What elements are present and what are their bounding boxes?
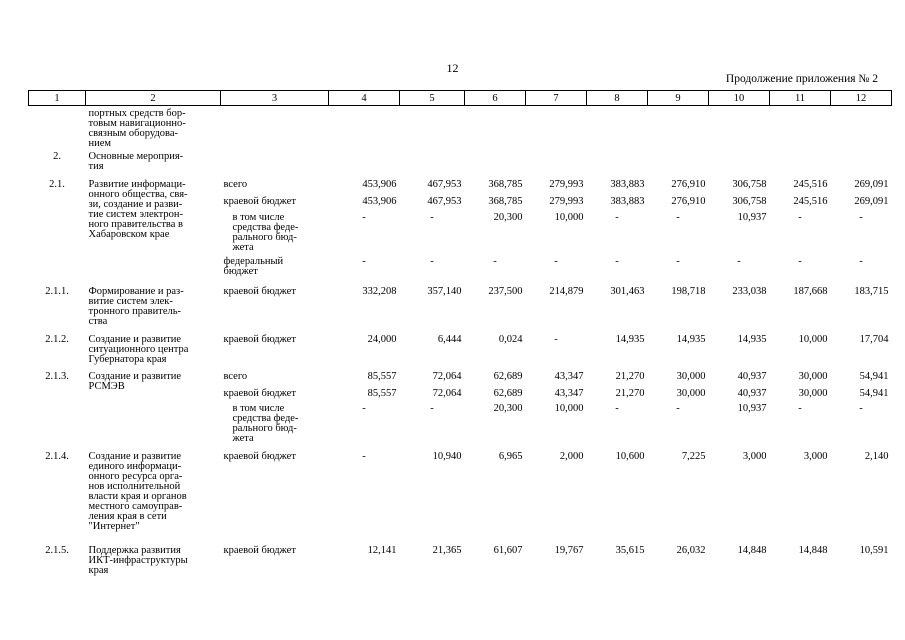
value-cell: 467,953 bbox=[427, 196, 462, 207]
value-cell: - bbox=[798, 403, 802, 414]
item-number bbox=[29, 254, 86, 284]
value-cell bbox=[587, 106, 648, 150]
value-cell: - bbox=[362, 451, 366, 462]
value-cell: 237,500 bbox=[488, 286, 523, 297]
measure-name: портных средств бор- товым навигационно- связным оборудова- нием bbox=[88, 108, 186, 149]
value-cell: 198,718 bbox=[671, 286, 706, 297]
value-cell: 14,935 bbox=[615, 334, 645, 345]
value-cell: 61,607 bbox=[493, 545, 523, 556]
value-cell: 10,000 bbox=[554, 403, 584, 414]
value-cell: 245,516 bbox=[793, 179, 828, 190]
measure-name: Основные мероприя- тия bbox=[88, 151, 184, 172]
value-cell: 187,668 bbox=[793, 286, 828, 297]
value-cell: 453,906 bbox=[362, 196, 397, 207]
value-cell: - bbox=[676, 403, 680, 414]
column-header-3: 3 bbox=[221, 91, 329, 106]
column-header-1: 1 bbox=[29, 91, 86, 106]
funding-source: всего bbox=[223, 179, 248, 190]
funding-source bbox=[221, 149, 329, 177]
value-cell: 20,300 bbox=[493, 403, 523, 414]
column-header-8: 8 bbox=[587, 91, 648, 106]
value-cell: 43,347 bbox=[554, 371, 584, 382]
value-cell: 467,953 bbox=[427, 179, 462, 190]
value-cell: 276,910 bbox=[671, 179, 706, 190]
value-cell: 10,600 bbox=[615, 451, 645, 462]
column-header-2: 2 bbox=[86, 91, 221, 106]
value-cell: 10,000 bbox=[798, 334, 828, 345]
column-header-4: 4 bbox=[329, 91, 400, 106]
item-number: 2.1.2. bbox=[45, 334, 69, 345]
value-cell: 30,000 bbox=[798, 388, 828, 399]
value-cell: - bbox=[676, 212, 680, 223]
table-row bbox=[29, 106, 892, 150]
item-number bbox=[29, 401, 86, 449]
value-cell: 10,940 bbox=[432, 451, 462, 462]
budget-table bbox=[28, 90, 892, 579]
item-number bbox=[29, 210, 86, 254]
funding-source: краевой бюджет bbox=[223, 196, 296, 207]
value-cell: 26,032 bbox=[676, 545, 706, 556]
value-cell: 453,906 bbox=[362, 179, 397, 190]
value-cell: 368,785 bbox=[488, 179, 523, 190]
item-number: 2.1.4. bbox=[45, 451, 69, 462]
value-cell: 269,091 bbox=[854, 179, 889, 190]
value-cell bbox=[400, 106, 465, 150]
funding-source: краевой бюджет bbox=[223, 286, 296, 297]
value-cell: 14,935 bbox=[676, 334, 706, 345]
item-number: 2.1. bbox=[49, 179, 65, 190]
value-cell: 72,064 bbox=[432, 371, 462, 382]
table-row bbox=[29, 332, 892, 369]
funding-source bbox=[221, 106, 329, 150]
value-cell: 24,000 bbox=[367, 334, 397, 345]
value-cell: 14,935 bbox=[737, 334, 767, 345]
value-cell: 30,000 bbox=[676, 371, 706, 382]
value-cell: 383,883 bbox=[610, 196, 645, 207]
value-cell: 276,910 bbox=[671, 196, 706, 207]
value-cell: 279,993 bbox=[549, 179, 584, 190]
value-cell: 85,557 bbox=[367, 388, 397, 399]
value-cell: 245,516 bbox=[793, 196, 828, 207]
funding-source: краевой бюджет bbox=[223, 451, 296, 462]
value-cell: 306,758 bbox=[732, 179, 767, 190]
value-cell: 357,140 bbox=[427, 286, 462, 297]
value-cell bbox=[648, 106, 709, 150]
table-row bbox=[29, 149, 892, 177]
value-cell: - bbox=[676, 256, 680, 267]
column-header-11: 11 bbox=[770, 91, 831, 106]
funding-source: краевой бюджет bbox=[223, 334, 296, 345]
value-cell: 54,941 bbox=[859, 371, 889, 382]
table-row bbox=[29, 369, 892, 386]
value-cell: 14,848 bbox=[737, 545, 767, 556]
value-cell: 12,141 bbox=[367, 545, 397, 556]
value-cell bbox=[587, 149, 648, 177]
value-cell bbox=[465, 149, 526, 177]
value-cell: 54,941 bbox=[859, 388, 889, 399]
value-cell: - bbox=[362, 403, 366, 414]
column-header-10: 10 bbox=[709, 91, 770, 106]
value-cell: 62,689 bbox=[493, 388, 523, 399]
value-cell: 332,208 bbox=[362, 286, 397, 297]
value-cell: 85,557 bbox=[367, 371, 397, 382]
value-cell: 301,463 bbox=[610, 286, 645, 297]
value-cell: - bbox=[430, 256, 434, 267]
table-row bbox=[29, 177, 892, 194]
item-number: 2.1.5. bbox=[45, 545, 69, 556]
value-cell: 10,937 bbox=[737, 403, 767, 414]
value-cell: 2,000 bbox=[559, 451, 584, 462]
value-cell: 43,347 bbox=[554, 388, 584, 399]
value-cell: 40,937 bbox=[737, 388, 767, 399]
table-row bbox=[29, 543, 892, 579]
value-cell: 21,270 bbox=[615, 388, 645, 399]
value-cell bbox=[329, 149, 400, 177]
funding-source: краевой бюджет bbox=[223, 545, 296, 556]
value-cell bbox=[526, 106, 587, 150]
value-cell: - bbox=[798, 212, 802, 223]
value-cell: - bbox=[362, 212, 366, 223]
funding-source: в том числе средства феде- рального бюд- жета bbox=[232, 212, 299, 253]
value-cell: 21,270 bbox=[615, 371, 645, 382]
measure-name: Поддержка развития ИКТ-инфраструктуры края bbox=[88, 545, 188, 576]
item-number: 2.1.3. bbox=[45, 371, 69, 382]
value-cell bbox=[526, 149, 587, 177]
value-cell: 0,024 bbox=[498, 334, 523, 345]
value-cell: 6,444 bbox=[437, 334, 462, 345]
value-cell: 17,704 bbox=[859, 334, 889, 345]
value-cell: 14,848 bbox=[798, 545, 828, 556]
value-cell bbox=[709, 106, 770, 150]
value-cell: 6,965 bbox=[498, 451, 523, 462]
item-number: 2. bbox=[53, 151, 61, 162]
value-cell: 233,038 bbox=[732, 286, 767, 297]
value-cell: - bbox=[362, 256, 366, 267]
value-cell: 279,993 bbox=[549, 196, 584, 207]
table-row bbox=[29, 449, 892, 543]
table-row bbox=[29, 284, 892, 332]
value-cell: 368,785 bbox=[488, 196, 523, 207]
value-cell bbox=[329, 106, 400, 150]
value-cell: 30,000 bbox=[676, 388, 706, 399]
funding-source: краевой бюджет bbox=[223, 388, 296, 399]
value-cell: 19,767 bbox=[554, 545, 584, 556]
value-cell: 383,883 bbox=[610, 179, 645, 190]
value-cell: 7,225 bbox=[681, 451, 706, 462]
value-cell: - bbox=[737, 256, 741, 267]
value-cell: 306,758 bbox=[732, 196, 767, 207]
item-number: 2.1.1. bbox=[45, 286, 69, 297]
value-cell bbox=[648, 149, 709, 177]
funding-source: федеральный бюджет bbox=[223, 256, 284, 277]
value-cell: 269,091 bbox=[854, 196, 889, 207]
value-cell: - bbox=[859, 403, 863, 414]
column-header-6: 6 bbox=[465, 91, 526, 106]
value-cell: 30,000 bbox=[798, 371, 828, 382]
column-header-5: 5 bbox=[400, 91, 465, 106]
column-header-9: 9 bbox=[648, 91, 709, 106]
item-number bbox=[29, 194, 86, 210]
value-cell: 3,000 bbox=[803, 451, 828, 462]
value-cell: 72,064 bbox=[432, 388, 462, 399]
value-cell bbox=[465, 106, 526, 150]
page-number: 12 bbox=[446, 61, 459, 75]
value-cell bbox=[709, 149, 770, 177]
value-cell: 183,715 bbox=[854, 286, 889, 297]
value-cell: - bbox=[430, 212, 434, 223]
value-cell bbox=[770, 106, 831, 150]
table-body bbox=[29, 106, 892, 580]
value-cell: - bbox=[615, 256, 619, 267]
measure-name: Развитие информаци- онного общества, свя- зи, создание и разви- тие систем электрон- ного правительства в Хабаровском крае bbox=[88, 179, 188, 240]
value-cell: 10,000 bbox=[554, 212, 584, 223]
value-cell: 3,000 bbox=[742, 451, 767, 462]
value-cell: 20,300 bbox=[493, 212, 523, 223]
column-number-row bbox=[29, 91, 892, 106]
value-cell: - bbox=[493, 256, 497, 267]
value-cell: 21,365 bbox=[432, 545, 462, 556]
value-cell bbox=[831, 149, 892, 177]
value-cell: 10,591 bbox=[859, 545, 889, 556]
funding-source: в том числе средства феде- рального бюд- жета bbox=[232, 403, 299, 444]
value-cell: 35,615 bbox=[615, 545, 645, 556]
measure-name: Создание и развитие ситуационного центра Губернатора края bbox=[88, 334, 189, 365]
value-cell: 62,689 bbox=[493, 371, 523, 382]
value-cell: - bbox=[859, 212, 863, 223]
item-number bbox=[29, 106, 86, 150]
measure-name: Создание и развитие РСМЭВ bbox=[88, 371, 181, 392]
value-cell: 2,140 bbox=[864, 451, 889, 462]
value-cell bbox=[400, 149, 465, 177]
value-cell: - bbox=[859, 256, 863, 267]
funding-source: всего bbox=[223, 371, 248, 382]
column-header-12: 12 bbox=[831, 91, 892, 106]
value-cell: - bbox=[430, 403, 434, 414]
measure-name: Создание и развитие единого информаци- онного ресурса орга- нов исполнительной власти края и органов местного самоуправ- ления края в сети "Интернет" bbox=[88, 451, 187, 532]
value-cell: 214,879 bbox=[549, 286, 584, 297]
measure-name: Формирование и раз- витие систем элек- тронного правитель- ства bbox=[88, 286, 184, 327]
item-number bbox=[29, 386, 86, 401]
value-cell: - bbox=[554, 334, 558, 345]
value-cell bbox=[831, 106, 892, 150]
value-cell: 40,937 bbox=[737, 371, 767, 382]
value-cell: - bbox=[554, 256, 558, 267]
value-cell: - bbox=[798, 256, 802, 267]
column-header-7: 7 bbox=[526, 91, 587, 106]
value-cell bbox=[770, 149, 831, 177]
value-cell: - bbox=[615, 212, 619, 223]
value-cell: 10,937 bbox=[737, 212, 767, 223]
value-cell: - bbox=[615, 403, 619, 414]
appendix-continuation-label: Продолжение приложения № 2 bbox=[725, 73, 878, 85]
